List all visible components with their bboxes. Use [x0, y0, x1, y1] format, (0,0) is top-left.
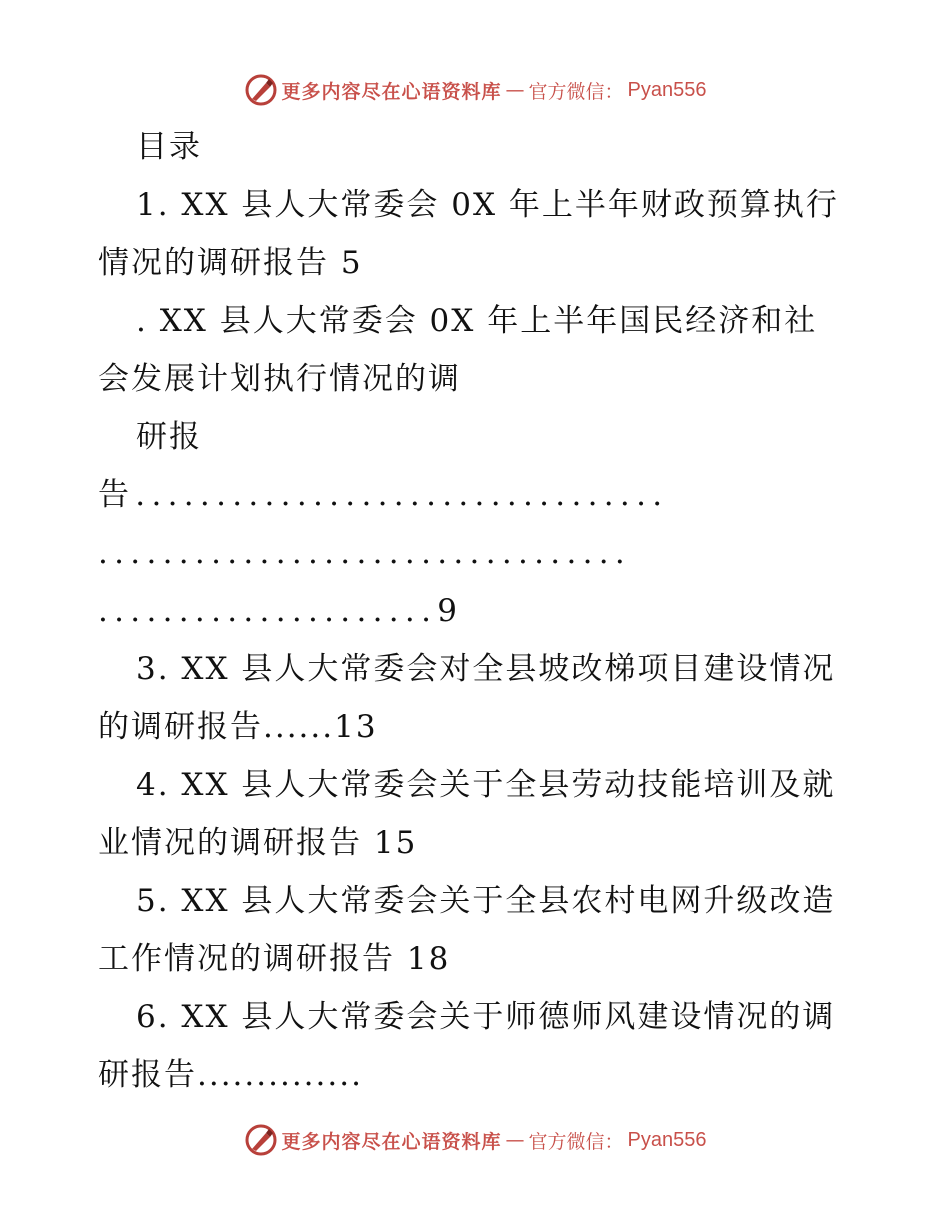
watermark-dash: — [505, 79, 525, 101]
watermark-wechat-label: 官方微信： [528, 80, 624, 103]
toc-line: 4. XX 县人大常委会关于全县劳动技能培训及就 [136, 767, 836, 803]
watermark-main-text: 更多内容尽在心语资料库 [281, 1130, 502, 1153]
watermark-wechat-label: 官方微信： [528, 1130, 624, 1153]
toc-line: .....................9 [98, 593, 464, 629]
table-of-contents [98, 118, 858, 1104]
toc-line: 研报告.............. [98, 1057, 363, 1093]
toc-line: 1. XX 县人大常委会 0X 年上半年财政预算执行 [136, 187, 839, 223]
toc-line: 研报 [136, 419, 202, 455]
pen-logo-icon [244, 73, 278, 107]
watermark-wechat-id: Pyan556 [627, 1128, 707, 1151]
toc-line: 告................................. [98, 477, 669, 513]
watermark-main-text: 更多内容尽在心语资料库 [281, 80, 502, 103]
toc-line: 3. XX 县人大常委会对全县坡改梯项目建设情况 [136, 651, 836, 687]
toc-line: 6. XX 县人大常委会关于师德师风建设情况的调 [136, 999, 836, 1035]
watermark-dash: — [505, 1129, 525, 1151]
toc-line: 业情况的调研报告 15 [98, 825, 418, 861]
watermark-content [244, 73, 707, 107]
toc-line: 会发展计划执行情况的调 [98, 361, 461, 397]
toc-line: 工作情况的调研报告 18 [98, 941, 451, 977]
watermark-footer [0, 1120, 950, 1160]
toc-line: 情况的调研报告 5 [98, 245, 363, 281]
toc-line: 5. XX 县人大常委会关于全县农村电网升级改造 [136, 883, 836, 919]
watermark-header [0, 70, 950, 110]
toc-line: 的调研报告......13 [98, 709, 378, 745]
pen-logo-icon [244, 1123, 278, 1157]
toc-title: 目录 [136, 129, 202, 165]
watermark-wechat-id: Pyan556 [627, 78, 707, 101]
toc-line: ................................. [98, 535, 632, 571]
watermark-content [244, 1123, 707, 1157]
toc-line: . XX 县人大常委会 0X 年上半年国民经济和社 [136, 303, 818, 339]
